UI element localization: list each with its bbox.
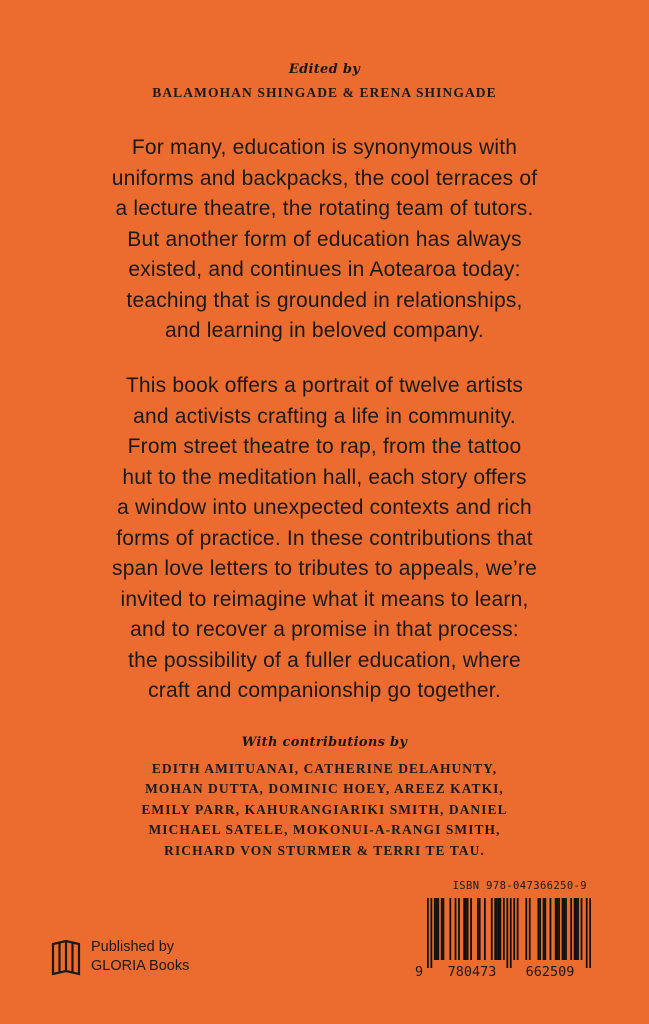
barcode-guard-bar — [586, 898, 588, 968]
barcode-bar — [525, 898, 527, 960]
barcode-bar — [498, 898, 500, 960]
open-book-icon — [51, 938, 81, 976]
blurb-line: existed, and continues in Aotearoa today: — [128, 258, 521, 281]
barcode-bar — [550, 898, 552, 960]
blurb-line: invited to reimagine what it means to learn, — [120, 587, 529, 611]
barcode-bar — [581, 898, 583, 960]
barcode-bar — [570, 898, 572, 960]
barcode-bar — [467, 898, 469, 960]
barcode-guard-bar — [427, 898, 429, 968]
barcode-guard-bar — [510, 898, 512, 968]
barcode-bar — [556, 898, 558, 960]
barcode-guard-bar — [430, 898, 432, 968]
blurb-line: a lecture theatre, the rotating team of tutors. — [115, 197, 534, 220]
barcode-bar — [496, 898, 498, 960]
barcode-guard-bar — [506, 898, 508, 968]
publisher-line-1: Published by — [91, 939, 175, 955]
publisher-text — [91, 938, 189, 976]
blurb-line: a window into unexpected contexts and rich — [117, 496, 532, 519]
edited-by-label: Edited by — [288, 62, 361, 77]
blurb-paragraph-2 — [40, 371, 609, 707]
barcode-bar — [503, 898, 505, 960]
blurb-line: span love letters to tributes to appeals, we’re — [112, 557, 537, 580]
blurb-line: and to recover a promise in that process: — [130, 618, 519, 641]
barcode-bar — [477, 898, 479, 960]
blurb-line: and learning in beloved company. — [165, 319, 484, 342]
barcode-digits-left: 780473 — [447, 964, 497, 980]
barcode-bar — [558, 898, 560, 960]
barcode-bar — [575, 898, 577, 960]
blurb-line: From street theatre to rap, from the tattoo — [127, 435, 522, 458]
barcode-bar — [577, 898, 579, 960]
barcode-bar — [529, 898, 531, 960]
barcode-bar — [513, 898, 515, 960]
blurb-line: This book offers a portrait of twelve artists — [125, 374, 524, 397]
barcode-bar — [562, 898, 564, 960]
blurb-line: the possibility of a fuller education, where — [128, 648, 521, 672]
barcode-digits-right: 662509 — [525, 964, 575, 980]
barcode-bar — [543, 898, 545, 960]
contributors-line: EDITH AMITUANAI, CATHERINE DELAHUNTY, — [151, 761, 498, 776]
barcode-bar — [494, 898, 496, 960]
blurb-paragraph-1 — [40, 133, 609, 347]
barcode-guard-bar — [589, 898, 591, 968]
barcode-bar — [470, 898, 472, 960]
isbn-label: ISBN 978-047366250-9 — [452, 880, 587, 892]
barcode-bar — [463, 898, 465, 960]
barcode-bar — [434, 898, 436, 960]
publisher-block — [51, 938, 189, 976]
barcode-digits — [415, 964, 591, 980]
barcode-bar — [574, 898, 576, 960]
publisher-line-2: GLORIA Books — [91, 958, 190, 974]
blurb-line: hut to the meditation hall, each story offers — [122, 465, 527, 489]
isbn-barcode — [415, 880, 591, 986]
barcode-bar — [436, 898, 438, 960]
contributors-line: EMILY PARR, KAHURANGIARIKI SMITH, DANIEL — [141, 801, 508, 817]
editors-names: BALAMOHAN SHINGADE & ERENA SHINGADE — [152, 85, 497, 100]
barcode-bar — [539, 898, 541, 960]
barcode-bar — [443, 898, 445, 960]
contributors-label: With contributions by — [241, 735, 408, 750]
barcode-bar — [484, 898, 486, 960]
blurb-line: uniforms and backpacks, the cool terraces of — [111, 166, 538, 190]
contributors-line: RICHARD VON STURMER & TERRI TE TAU. — [164, 842, 485, 858]
barcode-bar — [465, 898, 467, 960]
blurb-line: and activists crafting a life in community. — [133, 404, 516, 428]
barcode-bar — [517, 898, 519, 960]
blurb-line: But another form of education has always — [127, 227, 522, 251]
blurb-line: teaching that is grounded in relationships, — [126, 288, 523, 312]
contributors-line: MOHAN DUTTA, DOMINIC HOEY, AREEZ KATKI, — [145, 781, 504, 797]
barcode-bar — [455, 898, 457, 960]
contributors-list — [60, 759, 589, 861]
barcode-bar — [537, 898, 539, 960]
contributors-line: MICHAEL SATELE, MOKONUI-A-RANGI SMITH, — [148, 822, 501, 838]
barcode-bars — [415, 898, 591, 968]
barcode-bar — [437, 898, 439, 960]
barcode-bar — [441, 898, 443, 960]
barcode-bar — [565, 898, 567, 960]
barcode-bar — [449, 898, 451, 960]
blurb-line: For many, education is synonymous with — [131, 136, 518, 159]
blurb-line: craft and companionship go together. — [148, 679, 501, 702]
barcode-bar — [458, 898, 460, 960]
barcode-digit-first: 9 — [415, 964, 424, 980]
barcode-bar — [500, 898, 502, 960]
barcode-bar — [491, 898, 493, 960]
blurb-line: forms of practice. In these contributions that — [116, 526, 533, 550]
barcode-bar — [479, 898, 481, 960]
barcode-bar — [563, 898, 565, 960]
barcode-bar — [555, 898, 557, 960]
barcode-bar — [544, 898, 546, 960]
